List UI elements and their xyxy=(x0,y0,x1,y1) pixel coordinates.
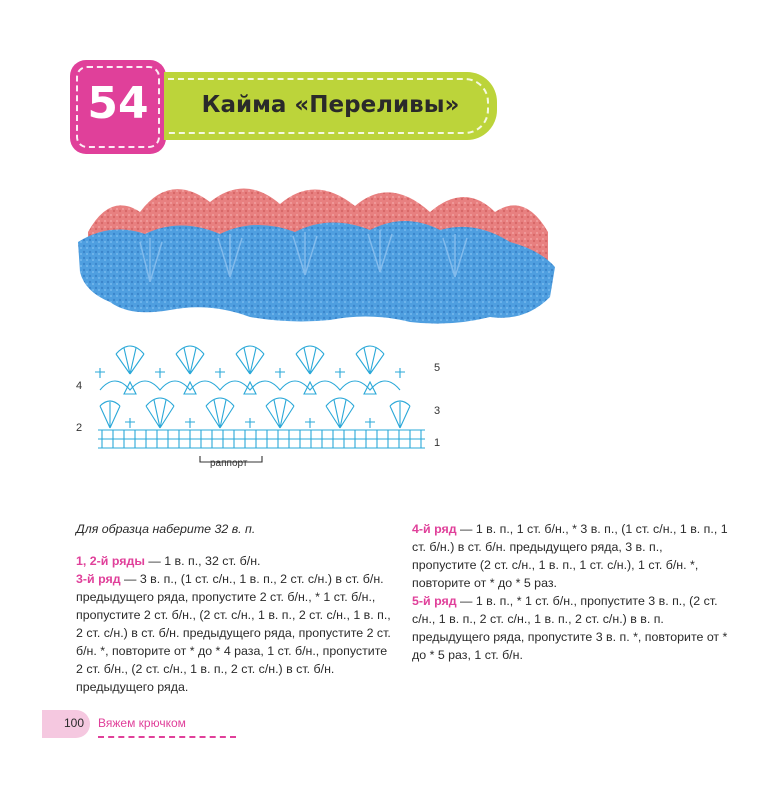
row-5-fans xyxy=(95,346,405,378)
row-label-4: 4 xyxy=(76,380,83,392)
title-banner xyxy=(164,72,497,140)
row-label-2: 2 xyxy=(76,422,83,434)
page-number: 100 xyxy=(64,716,85,730)
row-4-instruction xyxy=(412,520,730,592)
pattern-number: 54 xyxy=(87,78,149,129)
crochet-chart xyxy=(70,340,460,490)
footer-dashed-line xyxy=(98,736,236,738)
row-label-3: 3 xyxy=(434,405,441,417)
row-label: 4-й ряд xyxy=(412,522,457,536)
row-3-instruction xyxy=(76,570,394,696)
row-text: — 1 в. п., * 1 ст. б/н., пропустите 3 в. п., (2 ст. с/н., 1 в. п., 2 ст. с/н., 1 в. п., 2 ст. с/н.) в в. п. предыдущего ряда, пропустите 3 в. п. *, повторите от * до * 5 раз, 1 ст. б/н. xyxy=(412,594,728,662)
row-label: 3-й ряд xyxy=(76,572,121,586)
row-label-5: 5 xyxy=(434,362,441,374)
repeat-label: раппорт xyxy=(210,458,248,469)
row-label: 1, 2-й ряды xyxy=(76,554,145,568)
page-title: Кайма «Переливы» xyxy=(201,92,460,118)
row-text: — 1 в. п., 1 ст. б/н., * 3 в. п., (1 ст. с/н., 1 в. п., 1 ст. б/н.) в ст. б/н. предыдущего ряда, 3 в. п., пропустите (2 ст. с/н., 1 в. п., 1 ст. с/н.), 1 ст. б/н. *, повторите от * до * 5 раз. xyxy=(412,522,728,590)
row-4-arches xyxy=(100,381,400,394)
instructions-right xyxy=(412,520,730,664)
pattern-number-badge xyxy=(70,60,166,154)
instructions-left xyxy=(76,520,394,696)
row-5-instruction xyxy=(412,592,730,664)
row-label-1: 1 xyxy=(434,437,441,449)
row-1-stitches xyxy=(98,430,425,448)
row-text: — 1 в. п., 32 ст. б/н. xyxy=(144,554,261,568)
row-text: — 3 в. п., (1 ст. с/н., 1 в. п., 2 ст. с/н.) в ст. б/н. предыдущего ряда, пропустите 2 ст. б/н., * 1 ст. б/н., пропустите 2 ст. б/н., (2 ст. с/н., 1 в. п., 2 ст. с/н., 1 в. п., 2 ст. с/н.) в ст. б/н. предыдущего ряда, пропустите 2 ст. б/н. *, повторите от * до * 4 раза, 1 ст. б/н., пропустите 2 ст. б/н., (2 ст. с/н., 1 в. п., 2 ст. с/н.) в ст. б/н. предыдущего ряда. xyxy=(76,572,391,694)
book-title: Вяжем крючком xyxy=(98,716,186,730)
row-label: 5-й ряд xyxy=(412,594,457,608)
intro-text: Для образца наберите 32 в. п. xyxy=(76,522,256,536)
page-number-badge xyxy=(42,710,90,738)
row-3-fans xyxy=(100,398,410,428)
row-1-2-instruction xyxy=(76,552,394,570)
crochet-sample-photo xyxy=(70,172,560,332)
